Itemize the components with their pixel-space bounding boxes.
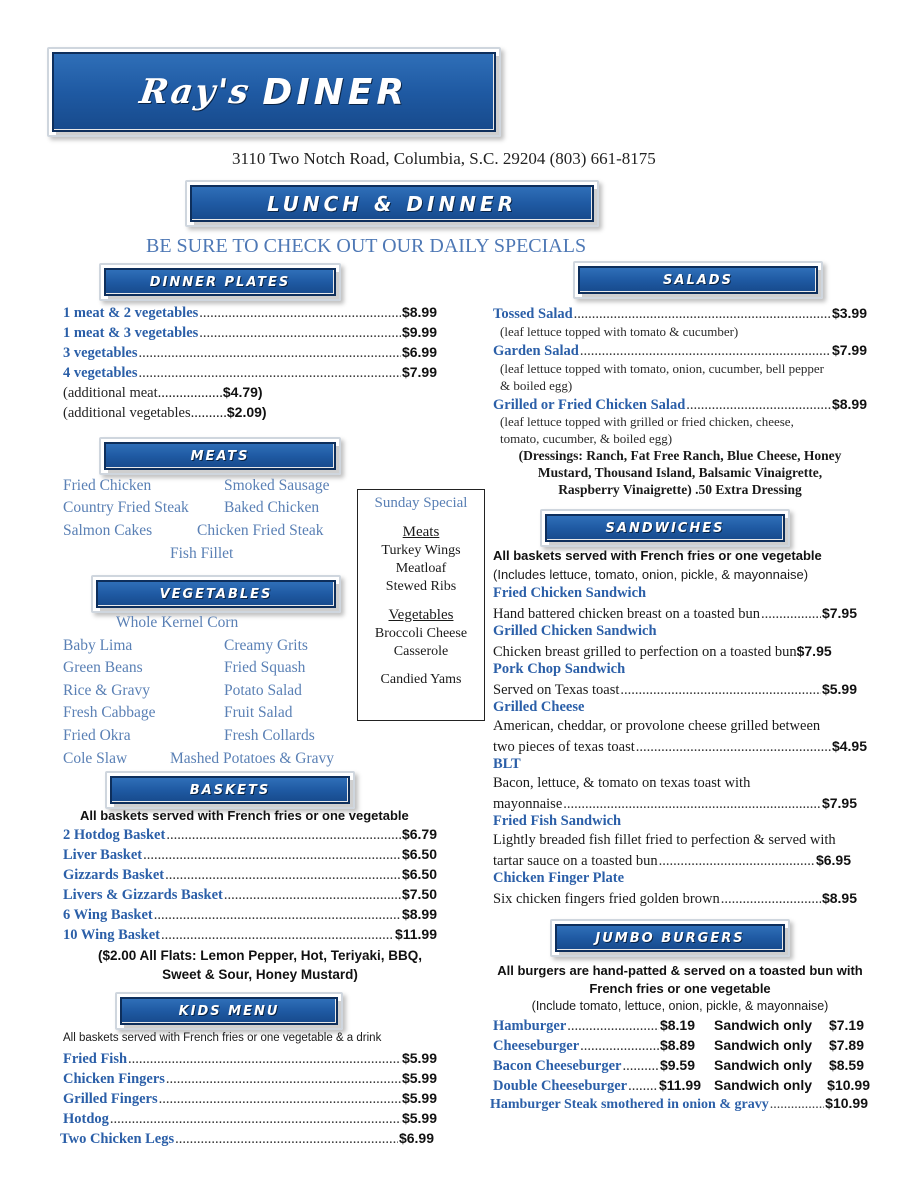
- meats-title: MEATS: [190, 448, 250, 464]
- sandwich-only: Sandwich only $7.19: [714, 1017, 864, 1033]
- sandwich-desc: Bacon, lettuce, & tomato on texas toast with: [493, 775, 751, 791]
- address: 3110 Two Notch Road, Columbia, S.C. 29204 (803) 661-8175: [232, 149, 656, 168]
- list-item: Two Chicken Legs ..... $6.99: [60, 1130, 434, 1148]
- veg-item: Creamy Grits: [224, 637, 308, 654]
- veg-item: Mashed Potatoes & Gravy: [170, 750, 335, 767]
- sandwich-desc: American, cheddar, or provolone cheese grilled between: [493, 718, 821, 734]
- meat-item: Chicken Fried Steak: [197, 522, 324, 539]
- veg-item: Fruit Salad: [224, 704, 293, 721]
- sunday-meat: Turkey Wings: [381, 543, 461, 558]
- sandwich-desc: Six chicken fingers fried golden brown ..... $8.95: [493, 890, 857, 908]
- jumbo-burgers-title: JUMBO BURGERS: [595, 930, 745, 946]
- lunch-dinner-banner: [190, 185, 594, 222]
- dressings-line-2: Mustard, Thousand Island, Balsamic Vinaigrette,: [537, 465, 823, 480]
- sunday-veg: Candied Yams: [380, 672, 462, 687]
- dressings-line-1: (Dressings: Ranch, Fat Free Ranch, Blue Cheese, Honey: [518, 448, 842, 463]
- veg-item: Rice & Gravy: [63, 682, 150, 699]
- vegetables-banner: [96, 580, 336, 608]
- burger-row: Bacon Cheeseburger ..... $9.59: [493, 1057, 695, 1075]
- burger-row: Cheeseburger ..... $8.89: [493, 1037, 695, 1055]
- dressings-line-3: Raspberry Vinaigrette) .50 Extra Dressing: [558, 482, 802, 497]
- sandwich-name: Fried Chicken Sandwich: [493, 585, 647, 601]
- sandwich-only: Sandwich only $8.59: [714, 1057, 864, 1073]
- burgers-note-2: French fries or one vegetable: [589, 981, 771, 996]
- veg-item: Baby Lima: [63, 637, 133, 654]
- sunday-veg: Casserole: [393, 644, 449, 659]
- meat-item: Smoked Sausage: [224, 477, 330, 494]
- salad-garden: Garden Salad ..... $7.99: [493, 342, 867, 360]
- veg-item: Fried Okra: [63, 727, 131, 744]
- baskets-banner: [110, 776, 350, 804]
- baskets-title: BASKETS: [189, 782, 271, 798]
- sunday-title: Sunday Special: [374, 495, 468, 511]
- list-item: 10 Wing Basket ..... $11.99: [63, 926, 437, 944]
- sandwich-name: BLT: [493, 756, 521, 772]
- list-item: 1 meat & 3 vegetables ..... $9.99: [63, 324, 437, 342]
- list-item: 4 vegetables ..... $7.99: [63, 364, 437, 382]
- salad-grilled: Grilled or Fried Chicken Salad ..... $8.99: [493, 396, 867, 414]
- flats-line-1: ($2.00 All Flats: Lemon Pepper, Hot, Teriyaki, BBQ,: [97, 948, 423, 963]
- vegetables-title: VEGETABLES: [159, 586, 273, 602]
- sandwich-name: Grilled Cheese: [493, 699, 585, 715]
- sunday-special-box: [357, 489, 485, 721]
- sandwich-desc: Served on Texas toast ..... $5.99: [493, 681, 857, 699]
- veg-item: Fresh Collards: [224, 727, 315, 744]
- sandwich-name: Fried Fish Sandwich: [493, 813, 622, 829]
- meat-item: Fried Chicken: [63, 477, 152, 494]
- list-item: 3 vegetables ..... $6.99: [63, 344, 437, 362]
- dinner-plates-banner: [104, 268, 336, 296]
- baskets-note: All baskets served with French fries or one vegetable: [80, 808, 409, 823]
- list-item: 2 Hotdog Basket ..... $6.79: [63, 826, 437, 844]
- sandwich-only: Sandwich only $7.89: [714, 1037, 864, 1053]
- sandwich-name: Pork Chop Sandwich: [493, 661, 626, 677]
- kids-menu-title: KIDS MENU: [178, 1003, 280, 1019]
- list-item: 6 Wing Basket ..... $8.99: [63, 906, 437, 924]
- additional-vegetables: (additional vegetables .......... $2.09): [63, 404, 267, 421]
- flats-line-2: Sweet & Sour, Honey Mustard): [162, 967, 358, 982]
- jumbo-burgers-banner: [555, 924, 785, 952]
- sandwich-desc: Chicken breast grilled to perfection on a toasted bun $7.95: [493, 643, 832, 660]
- sandwiches-title: SANDWICHES: [605, 520, 725, 536]
- list-item: Grilled Fingers ..... $5.99: [63, 1090, 437, 1108]
- salads-banner: [578, 266, 818, 294]
- additional-meat: (additional meat .................. $4.79): [63, 384, 263, 401]
- daily-specials: BE SURE TO CHECK OUT OUR DAILY SPECIALS: [146, 235, 587, 257]
- kids-menu-banner: [120, 997, 338, 1025]
- salad-tossed: Tossed Salad ..... $3.99: [493, 305, 867, 323]
- burger-row: Double Cheeseburger ..... $11.99: [493, 1077, 701, 1095]
- burgers-note-1: All burgers are hand-patted & served on a toasted bun with: [497, 963, 863, 978]
- veg-item: Potato Salad: [224, 682, 302, 699]
- sandwich-name: Chicken Finger Plate: [493, 870, 625, 886]
- veg-item: Green Beans: [63, 659, 143, 676]
- list-item: 1 meat & 2 vegetables ..... $8.99: [63, 304, 437, 322]
- sandwich-desc: Lightly breaded fish fillet fried to perfection & served with: [493, 832, 836, 848]
- meat-item: Fish Fillet: [170, 545, 234, 562]
- sunday-meats-heading: Meats: [402, 524, 440, 540]
- meat-item: Baked Chicken: [224, 499, 320, 516]
- sunday-veg-heading: Vegetables: [388, 607, 454, 623]
- veg-item: Fried Squash: [224, 659, 306, 676]
- salad-desc: & boiled egg): [500, 378, 573, 393]
- logo-script: Ray's: [137, 72, 254, 112]
- veg-item: Cole Slaw: [63, 750, 128, 767]
- meats-banner: [104, 442, 336, 470]
- hamburger-steak: Hamburger Steak smothered in onion & gravy ..... $10.99: [490, 1095, 868, 1113]
- lunch-dinner-label: LUNCH & DINNER: [267, 191, 517, 216]
- logo-word: DINER: [262, 71, 409, 113]
- kids-note: All baskets served with French fries or one vegetable & a drink: [63, 1032, 382, 1044]
- burger-row: Hamburger ..... $8.19: [493, 1017, 695, 1035]
- sunday-veg: Broccoli Cheese: [374, 626, 468, 641]
- meat-item: Country Fried Steak: [63, 499, 189, 516]
- salads-title: SALADS: [663, 272, 733, 288]
- salad-desc: tomato, cucumber, & boiled egg): [500, 431, 673, 446]
- salad-desc: (leaf lettuce topped with tomato, onion, cucumber, bell pepper: [500, 361, 825, 376]
- sandwiches-banner: [545, 514, 785, 542]
- sandwich-desc: mayonnaise ..... $7.95: [493, 795, 857, 813]
- sandwich-desc: Hand battered chicken breast on a toasted bun ..... $7.95: [493, 605, 857, 623]
- sandwich-only: Sandwich only $10.99: [714, 1077, 870, 1093]
- sunday-meat: Meatloaf: [395, 561, 447, 576]
- sunday-meat: Stewed Ribs: [385, 579, 457, 594]
- salad-desc: (leaf lettuce topped with tomato & cucumber): [500, 324, 739, 339]
- list-item: Hotdog ..... $5.99: [63, 1110, 437, 1128]
- sandwich-desc: tartar sauce on a toasted bun ..... $6.95: [493, 852, 851, 870]
- list-item: Gizzards Basket ..... $6.50: [63, 866, 437, 884]
- list-item: Chicken Fingers ..... $5.99: [63, 1070, 437, 1088]
- meat-item: Salmon Cakes: [63, 522, 153, 539]
- veg-item: Whole Kernel Corn: [116, 614, 239, 631]
- sandwiches-note-2: (Includes lettuce, tomato, onion, pickle, & mayonnaise): [493, 567, 809, 582]
- logo-banner: [52, 52, 496, 132]
- sandwiches-note-1: All baskets served with French fries or one vegetable: [493, 548, 822, 563]
- dinner-plates-title: DINNER PLATES: [149, 274, 291, 290]
- veg-item: Fresh Cabbage: [63, 704, 156, 721]
- sandwich-name: Grilled Chicken Sandwich: [493, 623, 657, 639]
- salad-desc: (leaf lettuce topped with grilled or fried chicken, cheese,: [500, 414, 794, 429]
- list-item: Liver Basket ..... $6.50: [63, 846, 437, 864]
- list-item: Fried Fish ..... $5.99: [63, 1050, 437, 1068]
- sandwich-desc: two pieces of texas toast ..... $4.95: [493, 738, 867, 756]
- list-item: Livers & Gizzards Basket ..... $7.50: [63, 886, 437, 904]
- burgers-note-3: (Include tomato, lettuce, onion, pickle, & mayonnaise): [531, 999, 829, 1013]
